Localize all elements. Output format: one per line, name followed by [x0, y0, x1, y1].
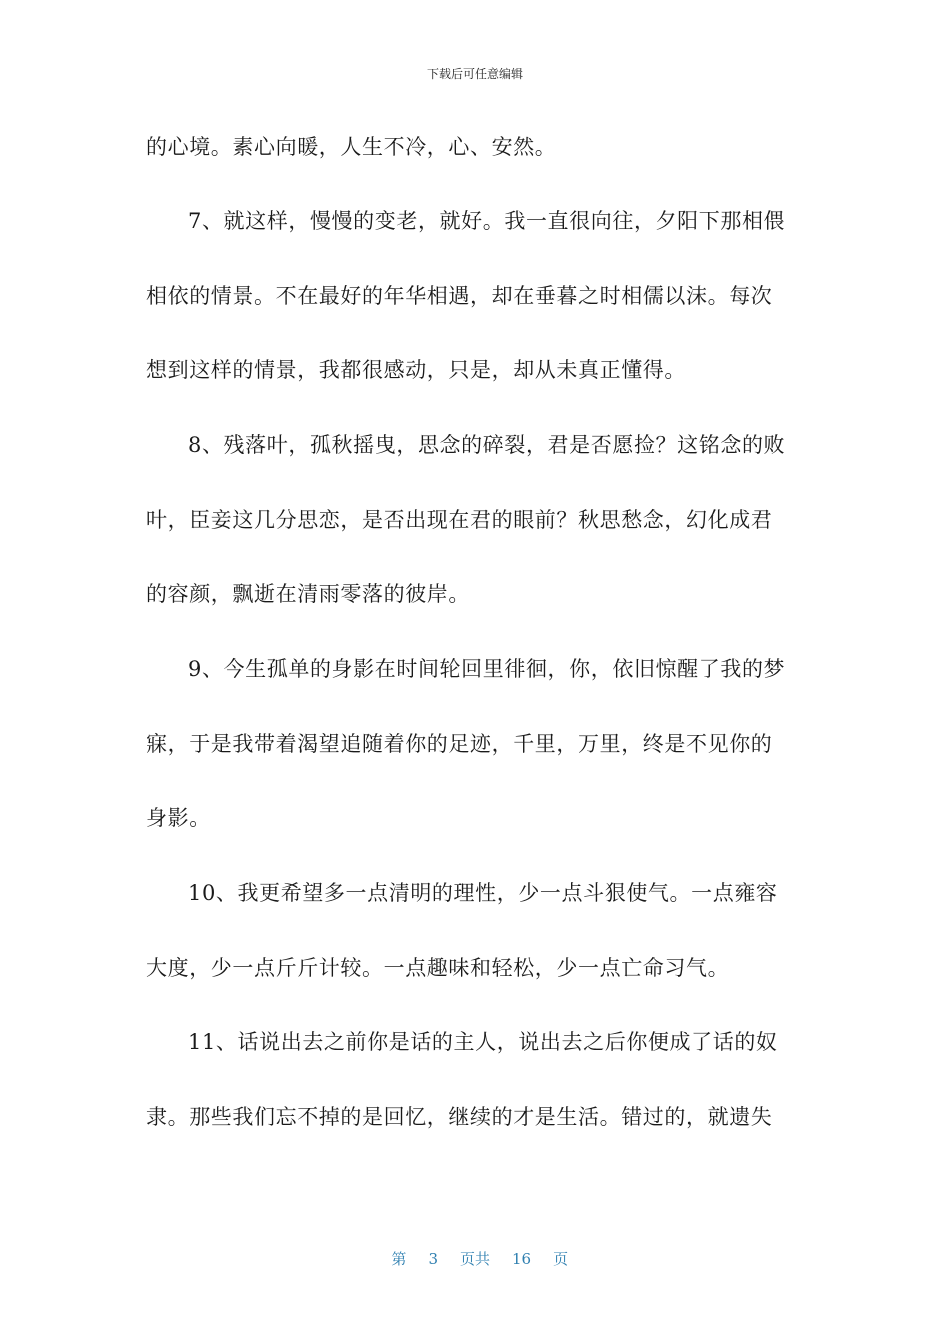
footer-page-prefix: 第 — [391, 1250, 407, 1268]
text-line: 想到这样的情景，我都很感动，只是，却从未真正懂得。 — [146, 358, 686, 382]
text-line: 10、我更希望多一点清明的理性，少一点斗狠使气。一点雍容 — [188, 881, 778, 905]
footer-page-current: 3 — [428, 1250, 438, 1268]
text-line: 7、就这样，慢慢的变老，就好。我一直很向往，夕阳下那相偎 — [188, 209, 786, 233]
footer-page-middle: 页共 — [459, 1250, 490, 1268]
text-line: 11、话说出去之前你是话的主人，说出去之后你便成了话的奴 — [188, 1030, 778, 1054]
text-line: 寐，于是我带着渴望追随着你的足迹，千里，万里，终是不见你的 — [146, 732, 773, 756]
text-line: 9、今生孤单的身影在时间轮回里徘徊，你，依旧惊醒了我的梦 — [188, 657, 786, 681]
page-footer — [0, 1229, 950, 1269]
text-line: 相依的情景。不在最好的年华相遇，却在垂暮之时相儒以沫。每次 — [146, 284, 773, 308]
text-line: 叶，臣妾这几分思恋，是否出现在君的眼前？秋思愁念，幻化成君 — [146, 508, 773, 532]
text-line: 身影。 — [146, 806, 211, 830]
page-header — [0, 66, 950, 82]
footer-page-suffix: 页 — [553, 1250, 569, 1268]
footer-page-total: 16 — [512, 1250, 532, 1268]
text-line: 大度，少一点斤斤计较。一点趣味和轻松，少一点亡命习气。 — [146, 956, 730, 980]
text-line: 的心境。素心向暖，人生不冷，心、安然。 — [146, 135, 557, 159]
text-line: 8、残落叶，孤秋摇曳，思念的碎裂，君是否愿捡？这铭念的败 — [188, 433, 786, 457]
text-line: 隶。那些我们忘不掉的是回忆，继续的才是生活。错过的，就遗失 — [146, 1105, 773, 1129]
header-note: 下载后可任意编辑 — [426, 67, 523, 81]
text-line: 的容颜，飘逝在清雨零落的彼岸。 — [146, 582, 470, 606]
